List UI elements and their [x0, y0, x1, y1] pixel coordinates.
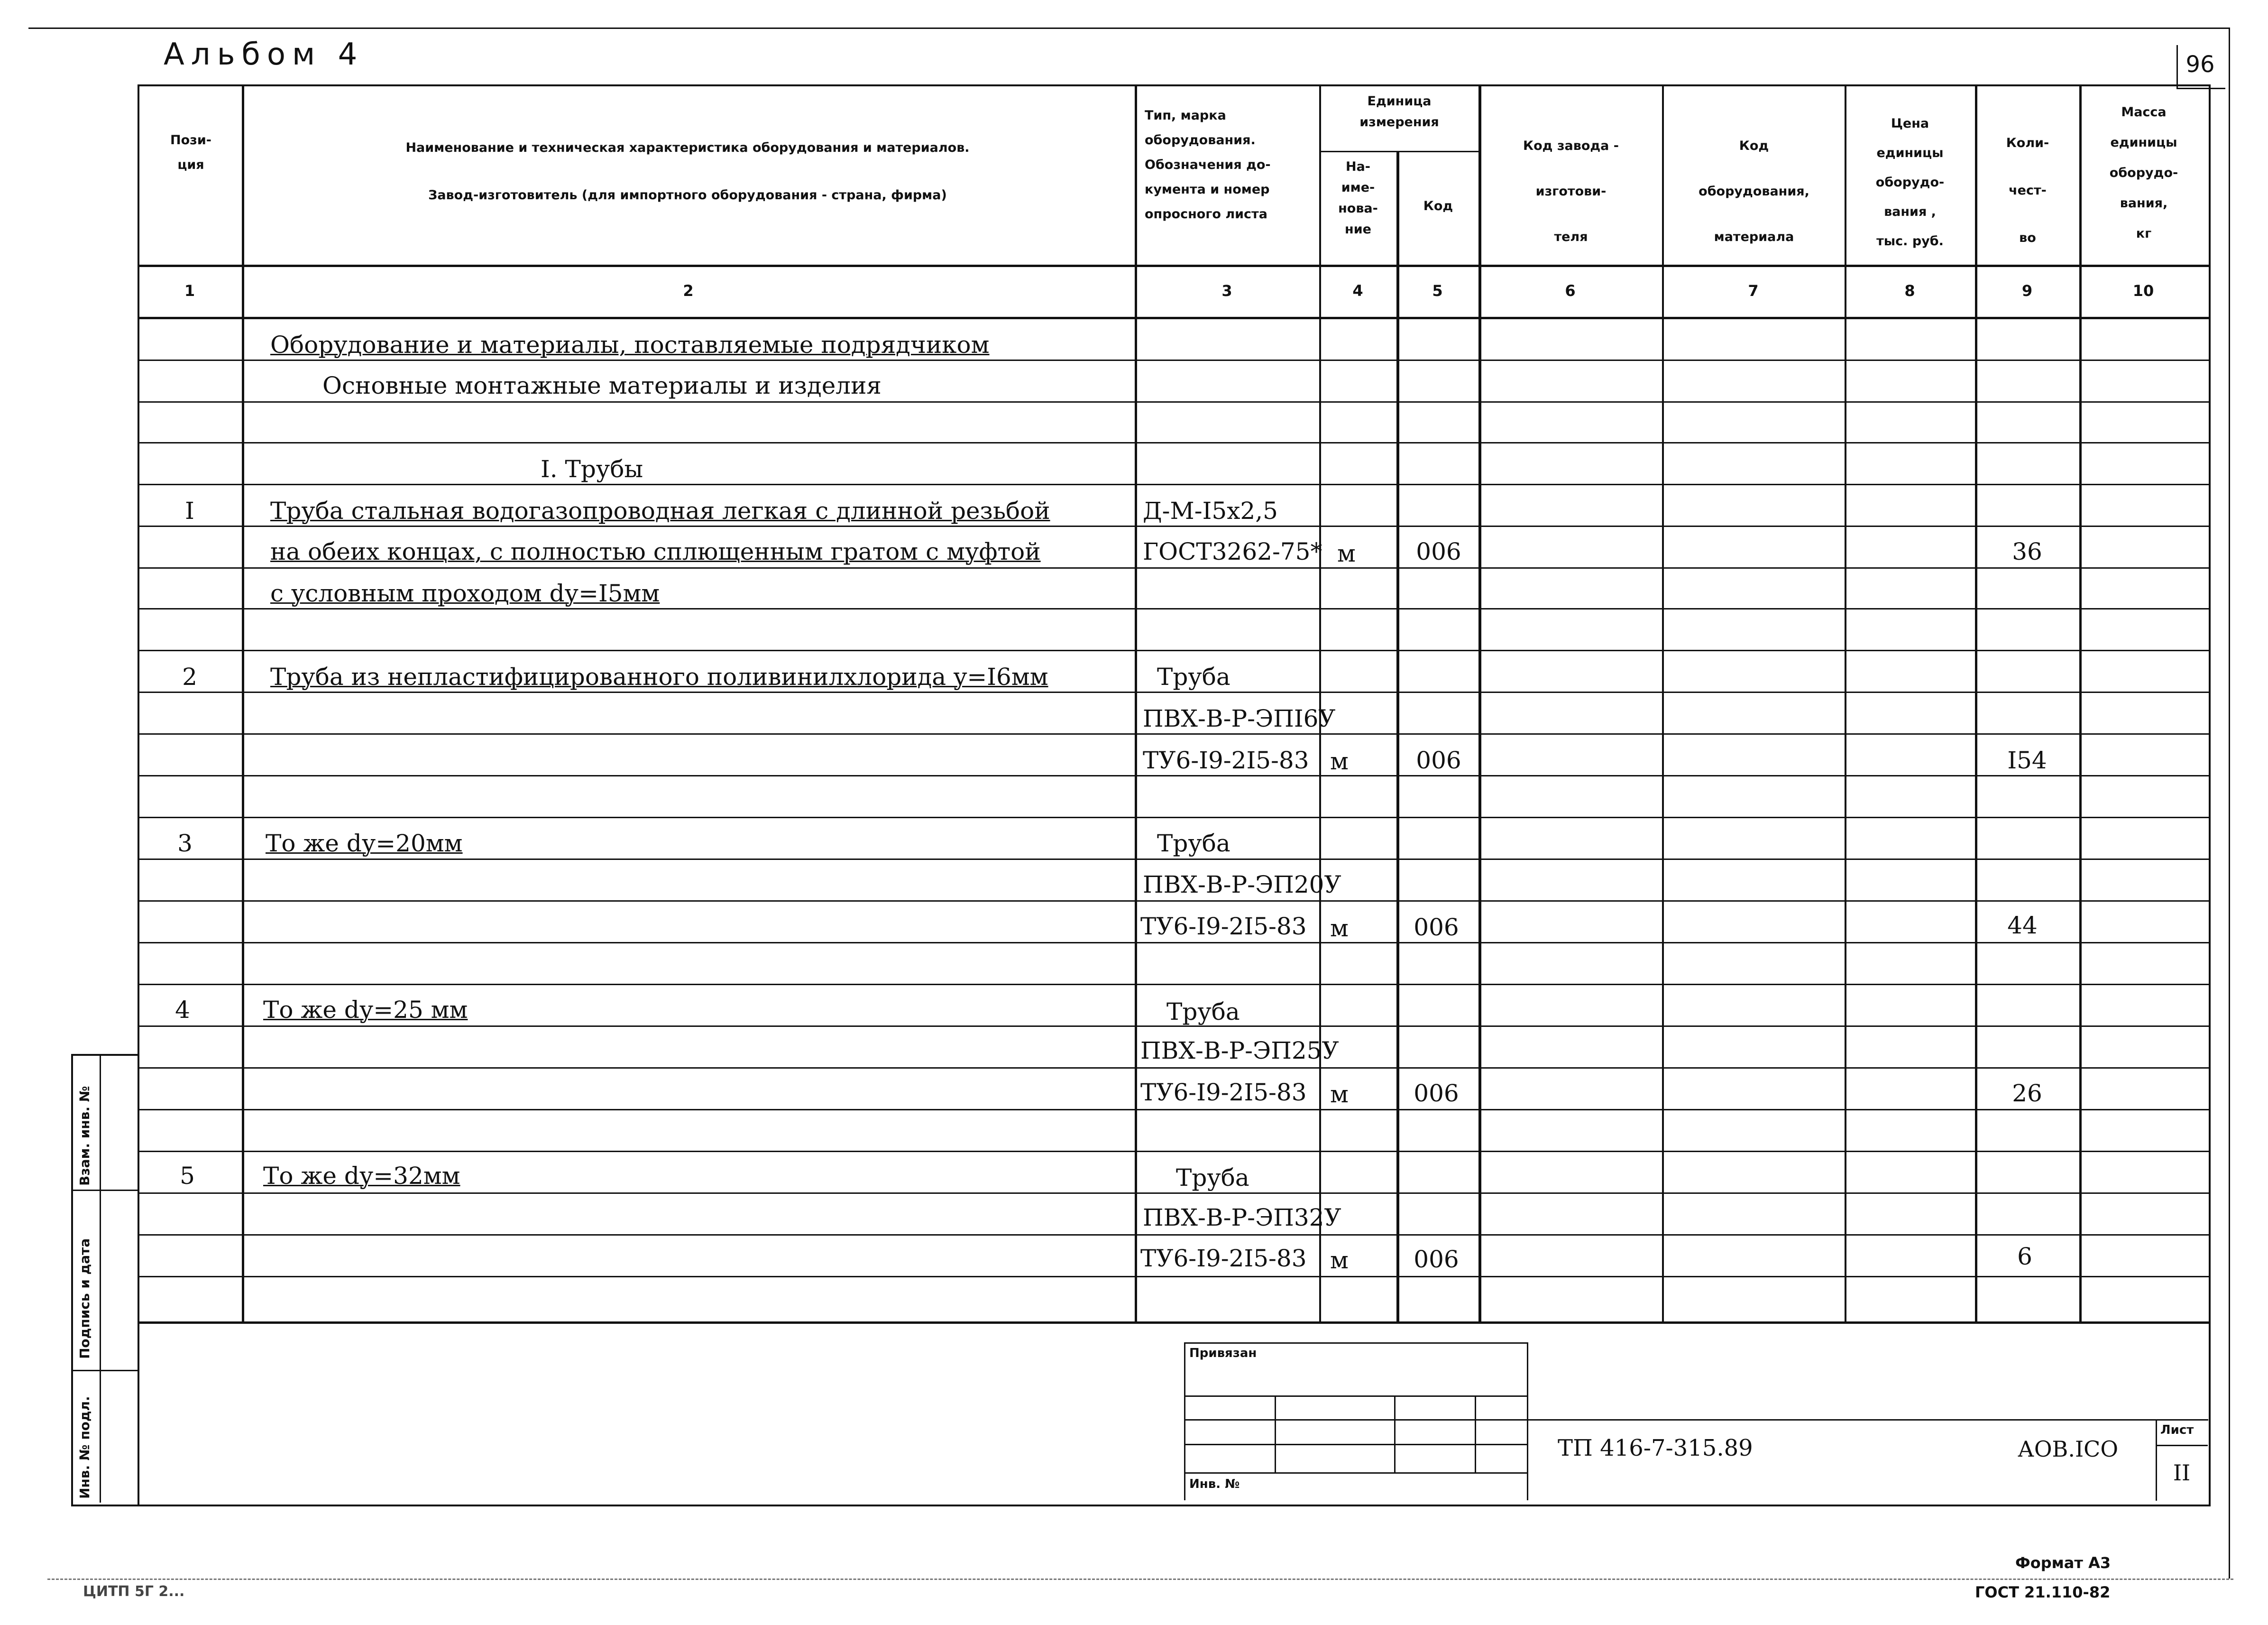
header-col9: Коли- чест- во	[2006, 136, 2049, 245]
item-type-line: ПВХ-В-Р-ЭПI6У	[1143, 705, 1336, 732]
item-quantity: 26	[2012, 1080, 2042, 1107]
page-number: 96	[2185, 51, 2215, 78]
stamp-line	[1275, 1395, 1276, 1472]
item-name-line: Труба стальная водогазопроводная легкая с длинной резьбой	[270, 497, 1050, 525]
side-label-podpis: Подпись и дата	[77, 1238, 92, 1359]
item-quantity: 6	[2017, 1243, 2032, 1270]
sheet-number: II	[2173, 1460, 2191, 1486]
item-type-line: ПВХ-В-Р-ЭП32У	[1143, 1204, 1341, 1231]
item-code: 006	[1416, 538, 1461, 565]
header-col2: Наименование и техническая характеристика оборудования и материалов. Завод-изготовитель (для импортного оборудования - страна, фирма)	[405, 140, 970, 203]
item-type-line: Труба	[1157, 663, 1230, 691]
item-code: 006	[1414, 914, 1459, 941]
side-label-vzam: Взам. инв. №	[77, 1086, 92, 1186]
header-col6: Код завода - изготови- теля	[1523, 138, 1619, 244]
item-unit: м	[1330, 1080, 1349, 1108]
col-number: 8	[1904, 282, 1915, 300]
item-unit: м	[1337, 540, 1356, 567]
row-line	[138, 484, 2209, 485]
doc-mark: АОВ.IСО	[2018, 1436, 2119, 1462]
item-type-line: Д-М-I5х2,5	[1143, 497, 1278, 525]
header-unit-group: Единица измерения	[1359, 94, 1439, 129]
album-label: Альбом 4	[164, 37, 364, 72]
stamp-line	[1184, 1472, 1527, 1474]
item-quantity: I54	[2007, 747, 2047, 774]
item-type-line: ПВХ-В-Р-ЭП20У	[1143, 871, 1341, 898]
item-name-line: с условным проходом dу=I5мм	[270, 580, 660, 607]
item-unit: м	[1330, 914, 1349, 942]
item-type-line: ТУ6-I9-2I5-83	[1140, 1079, 1307, 1106]
row-line	[138, 650, 2209, 651]
col-number: 3	[1221, 282, 1232, 300]
row-line	[138, 817, 2209, 818]
gost-label: ГОСТ 21.110-82	[1975, 1583, 2111, 1601]
doc-code: ТП 416-7-315.89	[1558, 1435, 1753, 1461]
header-col8: Цена единицы оборудо- вания , тыс. руб.	[1875, 116, 1945, 249]
item-position: 3	[177, 830, 193, 857]
item-quantity: 44	[2007, 912, 2038, 939]
item-type-line: Труба	[1157, 830, 1230, 857]
col-line-4	[1396, 151, 1399, 1322]
item-name-line: Труба из непластифицированного поливинилхлорида y=I6мм	[270, 663, 1048, 691]
item-unit: м	[1330, 748, 1349, 775]
item-name-line: То же dу=25 мм	[263, 996, 468, 1024]
sheet-label: Лист	[2160, 1423, 2194, 1437]
col-number: 6	[1565, 282, 1576, 300]
printer-label: ЦИТП 5Г 2...	[83, 1583, 185, 1600]
header-col10: Масса единицы оборудо- вания, кг	[2109, 105, 2178, 241]
item-unit: м	[1330, 1246, 1349, 1274]
item-quantity: 36	[2012, 538, 2042, 565]
header-col1: Пози- ция	[170, 133, 211, 172]
stamp-privyazan-label: Привязан	[1189, 1346, 1257, 1360]
section-title: Оборудование и материалы, поставляемые подрядчиком	[270, 331, 990, 359]
item-code: 006	[1414, 1080, 1459, 1107]
item-name-line: То же dу=20мм	[266, 830, 463, 857]
col-number: 1	[184, 282, 195, 300]
item-position: I	[185, 497, 194, 525]
subsection-title: Основные монтажные материалы и изделия	[322, 372, 881, 399]
group-title: I. Трубы	[541, 455, 643, 483]
item-code: 006	[1416, 747, 1461, 774]
right-edge-line	[2229, 28, 2230, 1579]
col-number: 7	[1748, 282, 1759, 300]
side-strip-divider	[100, 1054, 101, 1503]
header-col4: На- име- нова- ние	[1338, 159, 1378, 237]
item-type-line: ГОСТ3262-75*	[1143, 538, 1322, 565]
col-number: 5	[1432, 282, 1443, 300]
sheet-line	[2156, 1445, 2208, 1446]
body-bottom-line	[138, 1321, 2209, 1324]
col-number: 9	[2021, 282, 2033, 300]
item-position: 4	[175, 996, 190, 1024]
format-label: Формат А3	[2015, 1554, 2111, 1572]
header-col7: Код оборудования, материала	[1699, 138, 1809, 244]
item-type-line: ПВХ-В-Р-ЭП25У	[1140, 1037, 1339, 1064]
stamp-line	[1475, 1395, 1476, 1472]
item-type-line: ТУ6-I9-2I5-83	[1140, 913, 1307, 940]
unit-group-line	[1319, 151, 1480, 152]
item-name-line: на обеих концах, с полностью сплющенным гратом с муфтой	[270, 538, 1041, 565]
side-strip-line	[71, 1190, 138, 1191]
item-code: 006	[1414, 1246, 1459, 1273]
top-rule	[28, 28, 2229, 29]
item-type-line: ТУ6-I9-2I5-83	[1143, 747, 1309, 774]
stamp-line	[1394, 1395, 1396, 1472]
col-number: 4	[1352, 282, 1363, 300]
item-type-line: Труба	[1166, 998, 1240, 1025]
item-name-line: То же dу=32мм	[263, 1162, 460, 1190]
header-col3: Тип, марка оборудования. Обозначения до- кумента и номер опросного листа	[1145, 108, 1271, 222]
footer-line	[47, 1579, 2233, 1580]
row-line	[138, 442, 2209, 443]
item-type-line: ТУ6-I9-2I5-83	[1140, 1245, 1307, 1272]
stamp-inv-label: Инв. №	[1189, 1477, 1240, 1491]
row-line	[138, 1151, 2209, 1152]
side-strip-line	[71, 1370, 138, 1371]
item-position: 5	[180, 1162, 195, 1190]
item-type-line: Труба	[1176, 1164, 1249, 1191]
col-number: 10	[2132, 282, 2154, 300]
header-col5: Код	[1423, 199, 1453, 213]
side-label-inv-podl: Инв. № подл.	[77, 1396, 92, 1499]
title-block-top	[1525, 1419, 2208, 1421]
col-number: 2	[683, 282, 694, 300]
item-position: 2	[182, 663, 197, 691]
row-line	[138, 984, 2209, 985]
numbers-bottom-line	[138, 317, 2209, 319]
